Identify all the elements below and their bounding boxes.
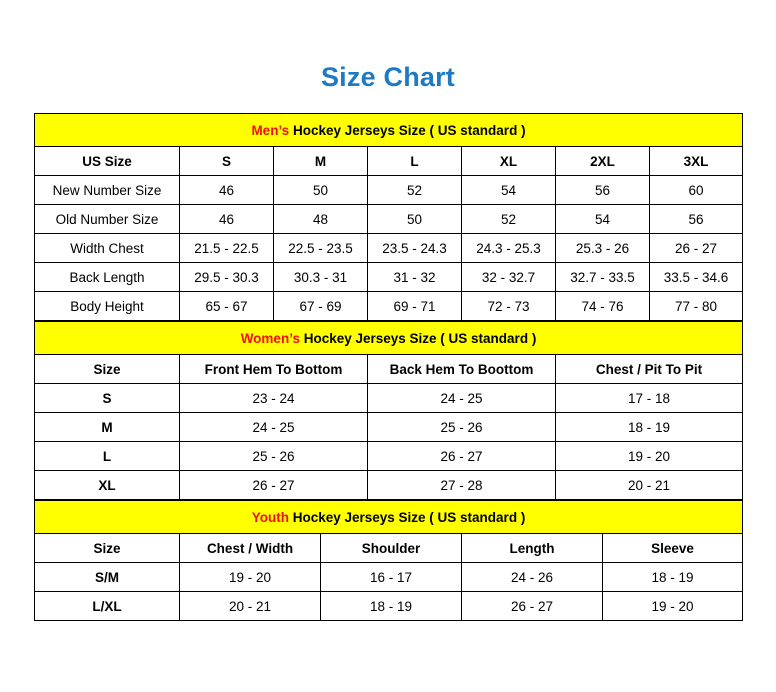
table-header-row [35, 147, 743, 176]
table-cell: 19 - 20 [180, 563, 321, 592]
table-row [35, 592, 743, 621]
size-chart-tables [34, 113, 742, 621]
table-cell: 32 - 32.7 [462, 263, 556, 292]
table-cell: 23.5 - 24.3 [368, 234, 462, 263]
table-cell: 24 - 25 [368, 384, 556, 413]
table-cell: 77 - 80 [650, 292, 743, 321]
col-header: Front Hem To Bottom [180, 355, 368, 384]
table-cell: 25 - 26 [368, 413, 556, 442]
youth-size-table [34, 500, 743, 621]
table-cell: 52 [368, 176, 462, 205]
col-header: M [274, 147, 368, 176]
col-header: Chest / Pit To Pit [556, 355, 743, 384]
table-row [35, 413, 743, 442]
row-label: New Number Size [35, 176, 180, 205]
table-cell: 60 [650, 176, 743, 205]
row-label: S/M [35, 563, 180, 592]
col-header: XL [462, 147, 556, 176]
table-cell: 65 - 67 [180, 292, 274, 321]
table-cell: 16 - 17 [321, 563, 462, 592]
table-header-row [35, 355, 743, 384]
col-header: Shoulder [321, 534, 462, 563]
table-cell: 24 - 26 [462, 563, 603, 592]
col-header: 2XL [556, 147, 650, 176]
table-cell: 18 - 19 [321, 592, 462, 621]
youth-banner [35, 501, 743, 534]
banner-rest-text: Hockey Jerseys Size ( US standard ) [288, 509, 526, 525]
col-header: S [180, 147, 274, 176]
table-cell: 46 [180, 205, 274, 234]
col-header: Size [35, 534, 180, 563]
table-row [35, 384, 743, 413]
row-label: Old Number Size [35, 205, 180, 234]
table-row [35, 292, 743, 321]
table-row [35, 442, 743, 471]
table-cell: 46 [180, 176, 274, 205]
table-cell: 56 [556, 176, 650, 205]
table-cell: 31 - 32 [368, 263, 462, 292]
table-cell: 54 [556, 205, 650, 234]
table-cell: 25.3 - 26 [556, 234, 650, 263]
table-cell: 23 - 24 [180, 384, 368, 413]
table-header-row [35, 534, 743, 563]
table-row [35, 471, 743, 500]
table-cell: 26 - 27 [180, 471, 368, 500]
col-header: Length [462, 534, 603, 563]
table-cell: 19 - 20 [556, 442, 743, 471]
table-cell: 27 - 28 [368, 471, 556, 500]
table-cell: 32.7 - 33.5 [556, 263, 650, 292]
table-row [35, 563, 743, 592]
table-cell: 56 [650, 205, 743, 234]
col-header: L [368, 147, 462, 176]
banner-rest-text: Hockey Jerseys Size ( US standard ) [299, 330, 537, 346]
table-cell: 54 [462, 176, 556, 205]
table-cell: 50 [274, 176, 368, 205]
table-cell: 26 - 27 [650, 234, 743, 263]
col-header: Sleeve [603, 534, 743, 563]
table-row [35, 205, 743, 234]
mens-banner [35, 114, 743, 147]
table-cell: 24.3 - 25.3 [462, 234, 556, 263]
womens-banner [35, 322, 743, 355]
womens-size-table [34, 321, 743, 500]
table-cell: 69 - 71 [368, 292, 462, 321]
table-banner-row [35, 501, 743, 534]
table-banner-row [35, 322, 743, 355]
table-cell: 74 - 76 [556, 292, 650, 321]
table-banner-row [35, 114, 743, 147]
row-label: L [35, 442, 180, 471]
table-cell: 33.5 - 34.6 [650, 263, 743, 292]
table-cell: 29.5 - 30.3 [180, 263, 274, 292]
table-cell: 26 - 27 [462, 592, 603, 621]
row-label: XL [35, 471, 180, 500]
row-label: M [35, 413, 180, 442]
table-cell: 20 - 21 [556, 471, 743, 500]
table-cell: 17 - 18 [556, 384, 743, 413]
table-cell: 67 - 69 [274, 292, 368, 321]
table-cell: 18 - 19 [556, 413, 743, 442]
table-cell: 48 [274, 205, 368, 234]
banner-rest-text: Hockey Jerseys Size ( US standard ) [289, 122, 526, 138]
col-header: US Size [35, 147, 180, 176]
table-row [35, 234, 743, 263]
row-label: Width Chest [35, 234, 180, 263]
row-label: Body Height [35, 292, 180, 321]
table-row [35, 263, 743, 292]
table-cell: 30.3 - 31 [274, 263, 368, 292]
banner-accent-text: Youth [251, 509, 289, 525]
col-header: 3XL [650, 147, 743, 176]
table-cell: 21.5 - 22.5 [180, 234, 274, 263]
row-label: S [35, 384, 180, 413]
banner-accent-text: Women’s [240, 330, 300, 346]
banner-accent-text: Men’s [251, 122, 290, 138]
table-cell: 20 - 21 [180, 592, 321, 621]
table-cell: 26 - 27 [368, 442, 556, 471]
table-cell: 50 [368, 205, 462, 234]
table-cell: 25 - 26 [180, 442, 368, 471]
table-cell: 18 - 19 [603, 563, 743, 592]
page-title: Size Chart [320, 62, 456, 92]
col-header: Back Hem To Boottom [368, 355, 556, 384]
table-cell: 19 - 20 [603, 592, 743, 621]
mens-size-table [34, 113, 743, 321]
table-cell: 72 - 73 [462, 292, 556, 321]
table-row [35, 176, 743, 205]
col-header: Size [35, 355, 180, 384]
table-cell: 24 - 25 [180, 413, 368, 442]
row-label: L/XL [35, 592, 180, 621]
table-cell: 22.5 - 23.5 [274, 234, 368, 263]
row-label: Back Length [35, 263, 180, 292]
table-cell: 52 [462, 205, 556, 234]
col-header: Chest / Width [180, 534, 321, 563]
